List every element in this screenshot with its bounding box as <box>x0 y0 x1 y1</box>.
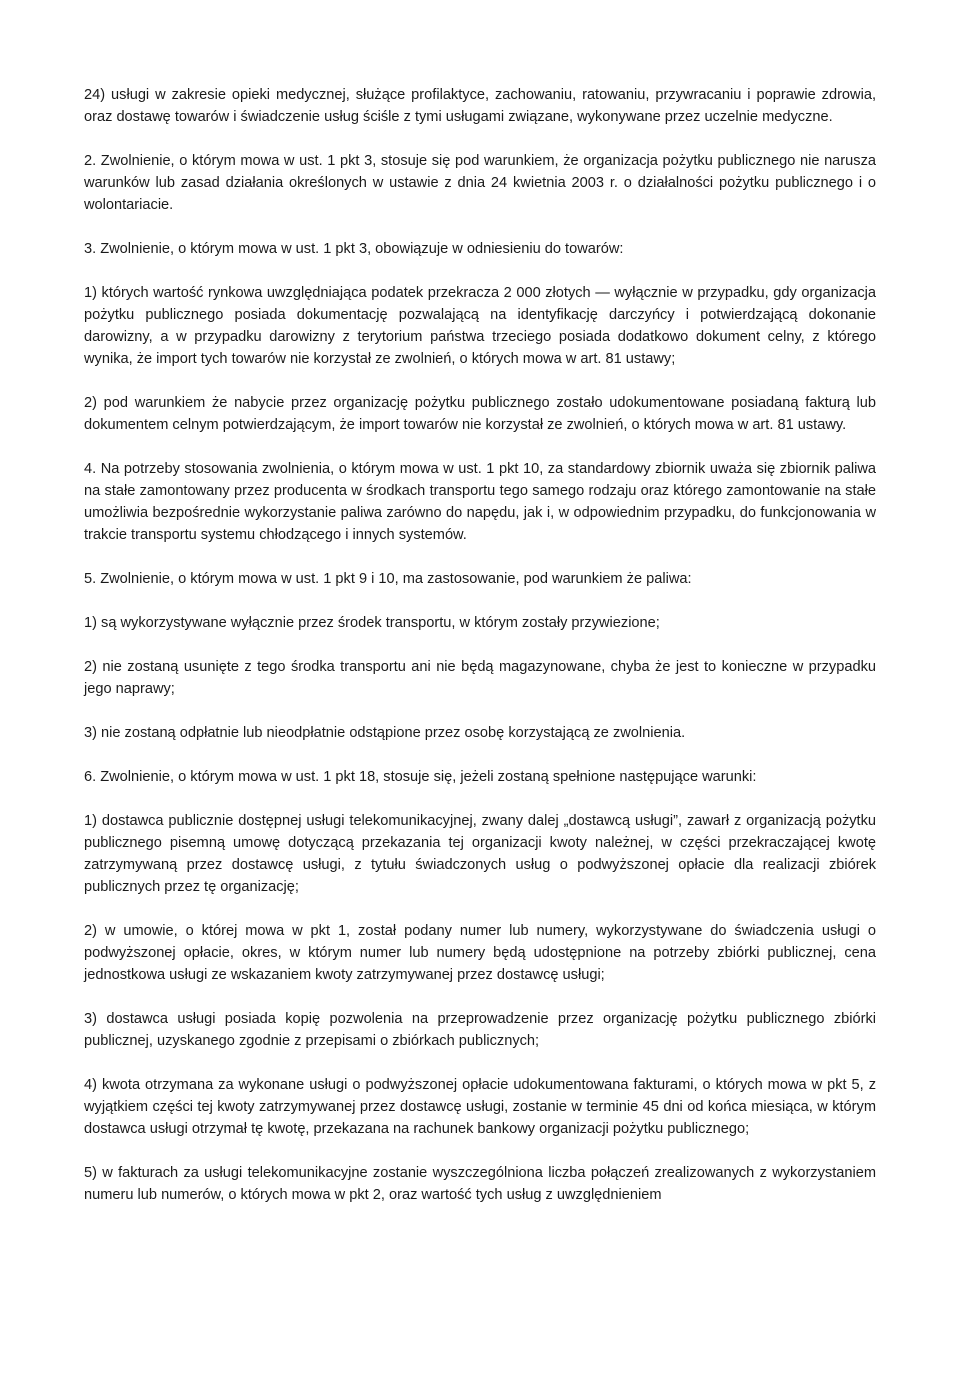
paragraph-ust-3: 3. Zwolnienie, o którym mowa w ust. 1 pkt 3, obowiązuje w odniesieniu do towarów: <box>84 241 624 257</box>
paragraph-ust-5-pkt-1: 1) są wykorzystywane wyłącznie przez środek transportu, w którym zostały przywiezione; <box>84 615 660 631</box>
paragraph-ust-5-pkt-2: 2) nie zostaną usunięte z tego środka transportu ani nie będą magazynowane, chyba że jest to konieczne w przypadku jego naprawy; <box>84 659 876 697</box>
paragraph-ust-6-pkt-5: 5) w fakturach za usługi telekomunikacyjne zostanie wyszczególniona liczba połączeń zrealizowanych z wykorzystaniem numeru lub numerów, o których mowa w pkt 2, oraz wartość tych usług z uwzględnieniem <box>84 1165 876 1203</box>
paragraph-ust-6-pkt-1: 1) dostawca publicznie dostępnej usługi telekomunikacyjnej, zwany dalej „dostawcą usługi”, zawarł z organizacją pożytku publicznego pisemną umowę dotyczącą przekazania tej organizacji kwoty należnej, w części przekraczającej kwotę zatrzymywaną przez dostawcę usługi, z tytułu świadczonych usług o podwyższonej opłacie dla realizacji zbiórek publicznych przez tę organizację; <box>84 813 876 895</box>
paragraph-ust-3-pkt-1: 1) których wartość rynkowa uwzględniająca podatek przekracza 2 000 złotych — wyłącznie w przypadku, gdy organizacja pożytku publicznego posiada dokumentację pozwalającą na identyfikację darczyńcy i potwierdzającą dokonanie darowizny, a w przypadku darowizny z terytorium państwa trzeciego posiada dodatkowo dokument celny, z którego wynika, że import tych towarów nie korzystał ze zwolnień, o których mowa w art. 81 ustawy; <box>84 285 876 367</box>
paragraph-ust-6-pkt-2: 2) w umowie, o której mowa w pkt 1, został podany numer lub numery, wykorzystywane do świadczenia usługi o podwyższonej opłacie, okres, w którym numer lub numery będą udostępnione na potrzeby zbiórki publicznej, cena jednostkowa usługi ze wskazaniem kwoty zatrzymywanej przez dostawcę usługi; <box>84 923 876 983</box>
paragraph-ust-6-pkt-4: 4) kwota otrzymana za wykonane usługi o podwyższonej opłacie udokumentowana fakturami, o których mowa w pkt 5, z wyjątkiem części tej kwoty zatrzymywanej przez dostawcę usługi, zostanie w terminie 45 dni od końca miesiąca, w którym dostawca usługi otrzymał tę kwotę, przekazana na rachunek bankowy organizacji pożytku publicznego; <box>84 1077 876 1137</box>
paragraph-ust-6: 6. Zwolnienie, o którym mowa w ust. 1 pkt 18, stosuje się, jeżeli zostaną spełnione następujące warunki: <box>84 769 757 785</box>
paragraph-ust-2: 2. Zwolnienie, o którym mowa w ust. 1 pkt 3, stosuje się pod warunkiem, że organizacja pożytku publicznego nie narusza warunków lub zasad działania określonych w ustawie z dnia 24 kwietnia 2003 r. o działalności pożytku publicznego i o wolontariacie. <box>84 153 876 213</box>
paragraph-24: 24) usługi w zakresie opieki medycznej, służące profilaktyce, zachowaniu, ratowaniu, przywracaniu i poprawie zdrowia, oraz dostawę towarów i świadczenie usług ściśle z tymi usługami związane, wykonywane przez uczelnie medyczne. <box>84 87 876 125</box>
paragraph-ust-5: 5. Zwolnienie, o którym mowa w ust. 1 pkt 9 i 10, ma zastosowanie, pod warunkiem że paliwa: <box>84 571 692 587</box>
paragraph-ust-3-pkt-2: 2) pod warunkiem że nabycie przez organizację pożytku publicznego zostało udokumentowane posiadaną fakturą lub dokumentem celnym potwierdzającym, że import towarów nie korzystał ze zwolnień, o których mowa w art. 81 ustawy. <box>84 395 876 433</box>
paragraph-ust-6-pkt-3: 3) dostawca usługi posiada kopię pozwolenia na przeprowadzenie przez organizację pożytku publicznego zbiórki publicznej, uzyskanego zgodnie z przepisami o zbiórkach publicznych; <box>84 1011 876 1049</box>
paragraph-ust-4: 4. Na potrzeby stosowania zwolnienia, o którym mowa w ust. 1 pkt 10, za standardowy zbiornik uważa się zbiornik paliwa na stałe zamontowany przez producenta w środkach transportu tego samego rodzaju oraz którego zamontowanie na stałe umożliwia bezpośrednie wykorzystanie paliwa zarówno do napędu, jak i, w odpowiednim przypadku, do funkcjonowania w trakcie transportu systemu chłodzącego i innych systemów. <box>84 461 876 543</box>
paragraph-ust-5-pkt-3: 3) nie zostaną odpłatnie lub nieodpłatnie odstąpione przez osobę korzystającą ze zwolnienia. <box>84 725 686 741</box>
document-page <box>84 84 876 1228</box>
